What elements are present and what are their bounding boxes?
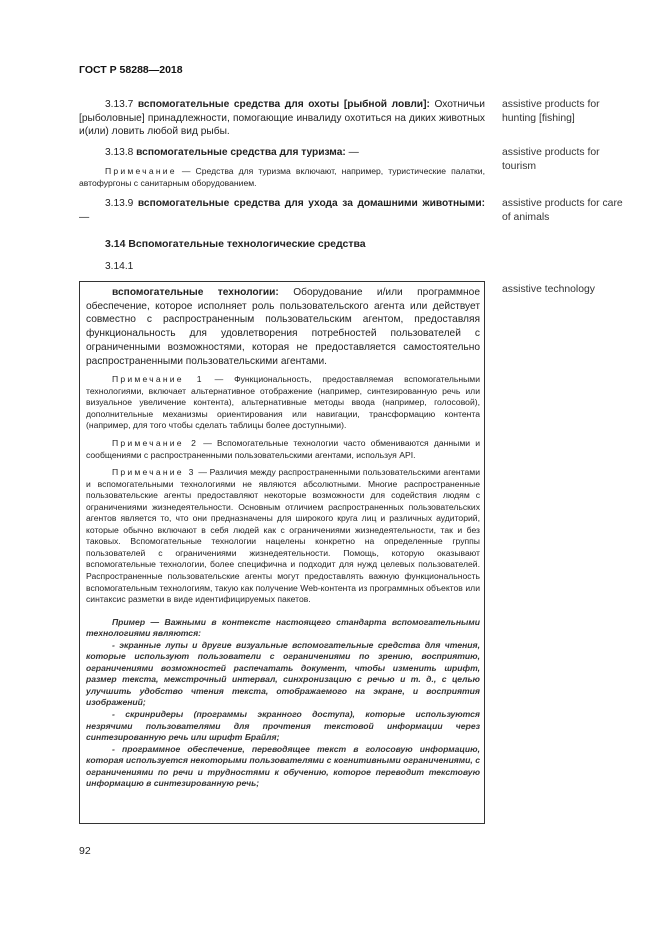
english-term: assistive products for hunting [fishing] — [502, 99, 600, 124]
entry-number: 3.14.1 — [105, 261, 134, 272]
note-3 — [86, 467, 480, 606]
entry-number: 3.13.7 — [105, 99, 134, 110]
entry-number: 3.13.8 — [105, 147, 134, 158]
example-item: - скринридеры (программы экранного доступа), которые используются незрячими пользователями для прочтения текстовой информации через синтезированную речь или шрифт Брайля; — [86, 708, 480, 743]
note-1 — [86, 374, 480, 432]
entry-term: вспомогательные средства для ухода за домашними животными: — [137, 198, 485, 209]
entry-term: вспомогательные средства для туризма: — [136, 147, 346, 158]
page-number: 92 — [79, 845, 91, 857]
entry-term: вспомогательные средства для охоты [рыбной ловли]: — [137, 99, 430, 110]
entry-definition: Охотничьи [рыболовные] принадлежности, помогающие инвалиду охотиться на диких животных и(или) ловить любой вид рыбы. — [79, 99, 485, 138]
note-label: Примечание 3 — [112, 467, 196, 478]
boxed-definition — [86, 286, 480, 368]
example-intro: Пример — Важными в контексте настоящего стандарта вспомогательными технологиями являются: — [86, 616, 480, 639]
note-2 — [86, 438, 480, 461]
entry-3-13-8 — [79, 146, 485, 160]
entry-3-13-7 — [79, 98, 485, 139]
entry-definition: — — [348, 147, 359, 158]
example-item: - программное обеспечение, переводящее текст в голосовую информацию, которая используется некоторыми пользователями с когнитивными ограничениями, с ограничениями по речи и трудностями к обучению, которое переводит текстовую информацию в синтезированную речь; — [86, 743, 480, 789]
english-term: assistive products for tourism — [502, 147, 600, 172]
english-term: assistive products for care of animals — [502, 198, 623, 223]
entry-definition: Оборудование и/или программное обеспечение, которое исполняет роль пользовательского агента или действует совместно с распространенным пользовательским агентом, предоставляя функциональность для удовлетворения потребностей пользователей с ограниченными возможностями, которая не предоставляется самостоятельно распространенными пользовательскими агентами. — [86, 287, 480, 367]
note-label: Примечание 2 — [112, 437, 199, 448]
note-text: — Вспомогательные технологии часто обмениваются данными и сообщениями с распространенными пользовательскими агентами, используя API. — [86, 437, 480, 460]
entry-definition: — — [79, 211, 90, 223]
section-title: 3.14 Вспомогательные технологические средства — [105, 238, 366, 250]
note-text: — Функциональность, предоставляемая вспомогательными технологиями, включает альтернативное отображение (например, синтезированную речь или визуальное увеличение контента), альтернативные методы ввода (например, голосовой), дополнительные механизмы ориентирования или навигации, трансформацию контента (например, для того чтобы сделать таблицы более доступными). — [86, 374, 480, 431]
entry-number: 3.13.9 — [105, 198, 134, 209]
entry-note — [79, 166, 485, 189]
note-label: Примечание 1 — [112, 374, 204, 385]
document-header: ГОСТ Р 58288—2018 — [79, 64, 183, 76]
note-text: — Различия между распространенными пользовательскими агентами и вспомогательными технологиями не являются абсолютными. Многие распространенные пользовательские агенты предоставляют некоторые возможности для содействия людям с ограничениями жизнедеятельности. Основным отличием распространенных пользовательских агентов является то, что они предназначены для широкого круга лиц и различных аудиторий, которые обычно включают в себя людей как с ограничениями жизнедеятельности, так и без таковых. Вспомогательные технологии нацелены конкретно на определенные группы пользователей с ограничениями жизнедеятельности. Помощь, которую оказывают вспомогательные технологии, более специфична и подходит для нужд целевых пользователей. Распространенные пользовательские агенты могут предоставлять важную функциональность вспомогательным технологиям, такую как получение Web-контента из программных объектов или синтаксис разметки в виде идентифицируемых пакетов. — [86, 467, 481, 605]
note-text: — Средства для туризма включают, например, туристические палатки, автофургоны с санитарным оборудованием. — [79, 166, 485, 188]
boxed-entry — [79, 281, 485, 824]
entry-3-13-9 — [79, 197, 485, 224]
english-term: assistive technology — [502, 284, 595, 295]
entry-term: вспомогательные технологии: — [112, 287, 279, 298]
example-item: - экранные лупы и другие визуальные вспомогательные средства для чтения, которые используют пользователи с ограничениями по зрению, восприятию, ограничениями возможностей распечатать документ, чтобы изменить шрифт, размер текста, межстрочный интервал, синхронизацию с речью и т. д., с целью улучшить удобство чтения текста, отображаемого на экране, и восприятия изображений; — [86, 639, 480, 708]
note-label: Примечание — [105, 166, 177, 176]
